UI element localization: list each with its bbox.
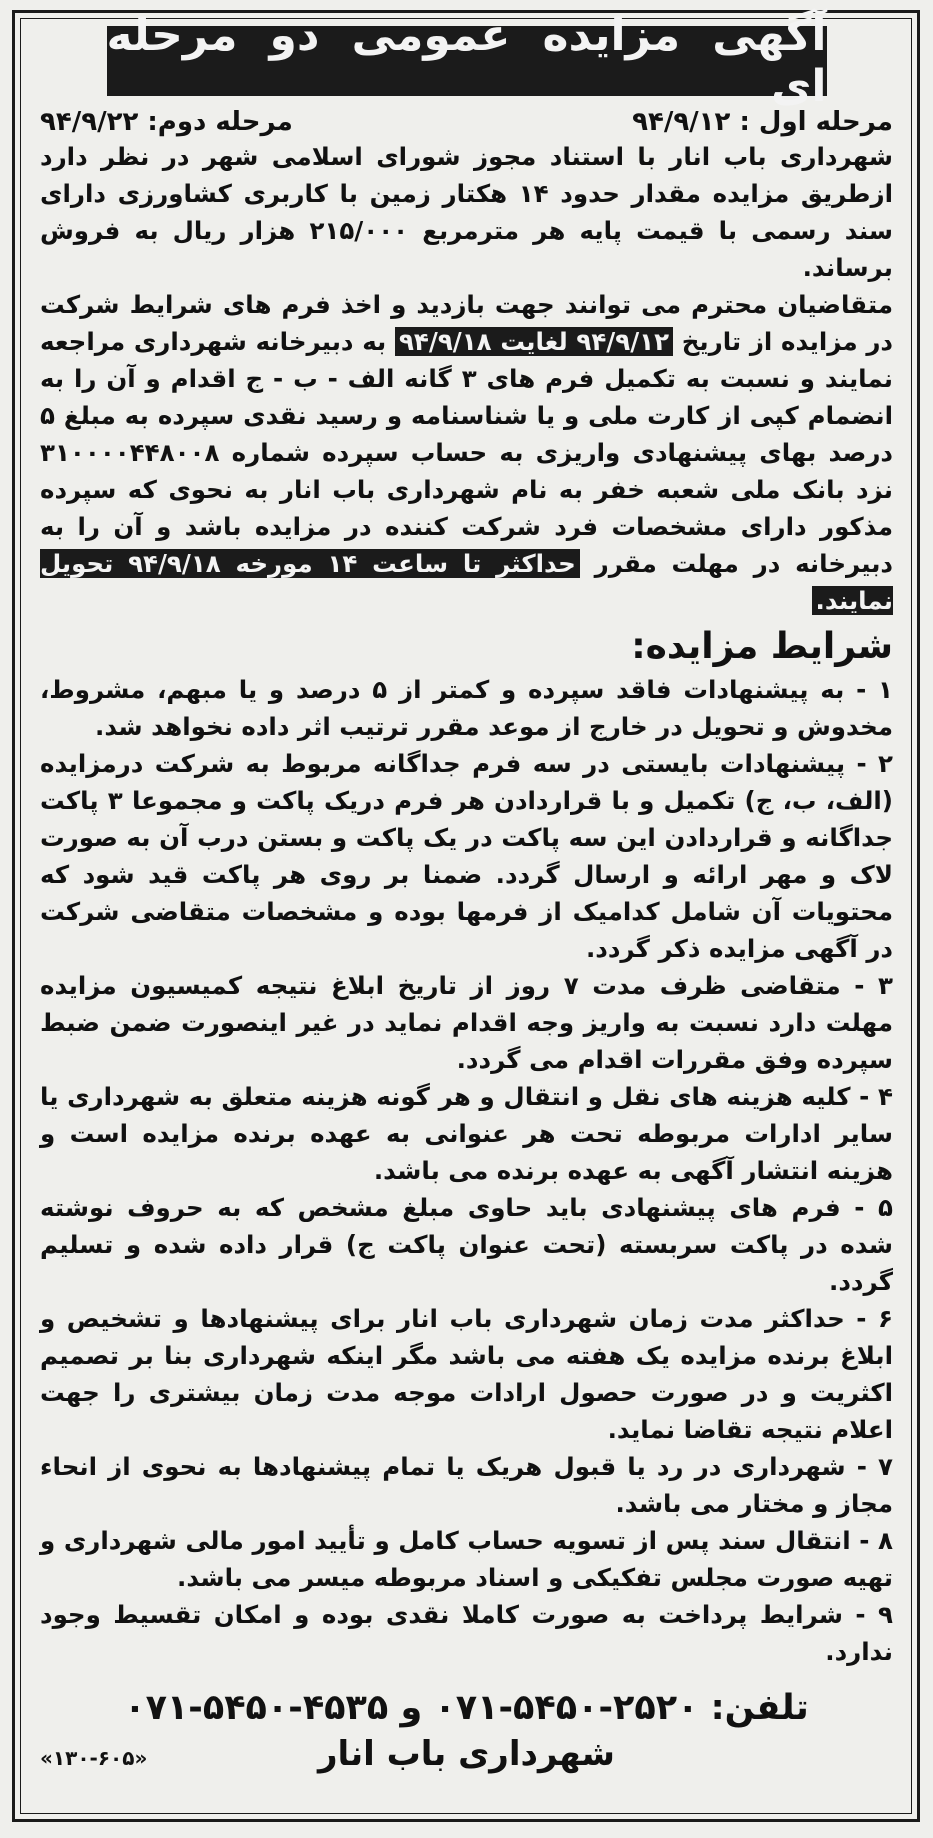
conditions-heading: شرایط مزایده:	[631, 626, 893, 667]
stage-two-date: مرحله دوم: ۹۴/۹/۲۲	[40, 107, 293, 137]
instructions-paragraph	[40, 286, 893, 619]
signature-municipality: شهرداری باب انار	[317, 1734, 615, 1774]
footer-row	[40, 1732, 893, 1778]
condition-item: ۵ - فرم های پیشنهادی باید حاوی مبلغ مشخص که به حروف نوشته شده در پاکت سربسته (تحت عنوان پاکت ج) قرار داده شده و تسلیم گردد.	[40, 1193, 893, 1296]
condition-item: ۲ - پیشنهادات بایستی در سه فرم جداگانه مربوط به شرکت درمزایده (الف، ب، ج) تکمیل و با قراردادن هر فرم دریک پاکت و مجموعا ۳ پاکت جداگانه و قراردادن این سه پاکت در یک پاکت و بستن درب آن به صورت لاک و مهر ارائه و ارسال گردد. ضمنا بر روی هر پاکت قید شود که محتویات آن شامل کدامیک از فرمها بوده و مشخصات متقاضی شرکت در آگهی مزایده ذکر گردد.	[40, 749, 893, 963]
condition-item: ۴ - کلیه هزینه های نقل و انتقال و هر گونه هزینه متعلق به شهرداری یا سایر ادارات مربوطه تحت هر عنوانی به عهده برنده مزایده است و هزینه انتشار آگهی به عهده برنده می باشد.	[40, 1082, 893, 1185]
condition-item: ۸ - انتقال سند پس از تسویه حساب کامل و تأیید امور مالی شهرداری و تهیه صورت مجلس تفکیکی و اسناد مربوطه میسر می باشد.	[40, 1526, 893, 1592]
ad-title: آگهی مزایده عمومی دو مرحله ای	[106, 10, 827, 112]
deadline-highlight: حداکثر تا ساعت ۱۴ مورخه ۹۴/۹/۱۸ تحویل نمایند.	[40, 549, 893, 615]
condition-item: ۶ - حداکثر مدت زمان شهرداری باب انار برای پیشنهادها و تشخیص و ابلاغ برنده مزایده یک هفته می باشد مگر اینکه شهرداری بنا بر تصمیم اکثریت و در صورت حصول ارادات موجه مدت زمان بیشتری را جهت اعلام نتیجه تقاضا نماید.	[40, 1304, 893, 1444]
contact-phone: تلفن: ۲۵۲۰-۵۴۵۰-۰۷۱ و ۴۵۳۵-۵۴۵۰-۰۷۱	[124, 1688, 809, 1728]
condition-item: ۷ - شهرداری در رد یا قبول هریک یا تمام پیشنهادها به نحوی از انحاء مجاز و مختار می باشد.	[40, 1452, 893, 1518]
stage-one-date: مرحله اول : ۹۴/۹/۱۲	[632, 107, 893, 137]
condition-item: ۳ - متقاضی ظرف مدت ۷ روز از تاریخ ابلاغ نتیجه کمیسیون مزایده مهلت دارد نسبت به واریز وجه اقدام نماید در غیر اینصورت ضمن ضبط سپرده وفق مقررات اقدام می گردد.	[40, 971, 893, 1074]
ad-content	[40, 10, 894, 1778]
visit-period-highlight: ۹۴/۹/۱۲ لغایت ۹۴/۹/۱۸	[395, 327, 673, 356]
ad-code: «۱۳۰-۶۰۵»	[40, 1746, 148, 1770]
condition-item: ۱ - به پیشنهادات فاقد سپرده و کمتر از ۵ درصد و یا مبهم، مشروط، مخدوش و تحویل در خارج از موعد مقرر ترتیب اثر داده نخواهد شد.	[40, 675, 893, 741]
condition-item: ۹ - شرایط پرداخت به صورت کاملا نقدی بوده و امکان تقسیط وجود ندارد.	[40, 1600, 893, 1666]
instructions-text-b: به دبیرخانه شهرداری مراجعه نمایند و نسبت به تکمیل فرم های ۳ گانه الف - ب - ج اقدام و آن را به انضمام کپی از کارت ملی و یا شناسنامه و رسید نقدی سپرده به مبلغ ۵ درصد بهای پیشنهادی واریزی به حساب سپرده شماره ۳۱۰۰۰۰۴۴۸۰۰۸ نزد بانک ملی شعبه خفر به نام شهرداری باب انار به نحوی که سپرده مذکور دارای مشخصات فرد شرکت کننده در مزایده باشد و آن را به دبیرخانه در مهلت مقرر	[40, 327, 894, 578]
instructions-text-a: متقاضیان محترم می توانند جهت بازدید و اخذ فرم های شرایط شرکت در مزایده از تاریخ	[40, 290, 894, 356]
intro-paragraph: شهرداری باب انار با استناد مجوز شورای اسلامی شهر در نظر دارد ازطریق مزایده مقدار حدود ۱۴ هکتار زمین با کاربری کشاورزی دارای سند رسمی با قیمت پایه هر مترمربع ۲۱۵/۰۰۰ هزار ریال به فروش برساند.	[40, 142, 893, 282]
